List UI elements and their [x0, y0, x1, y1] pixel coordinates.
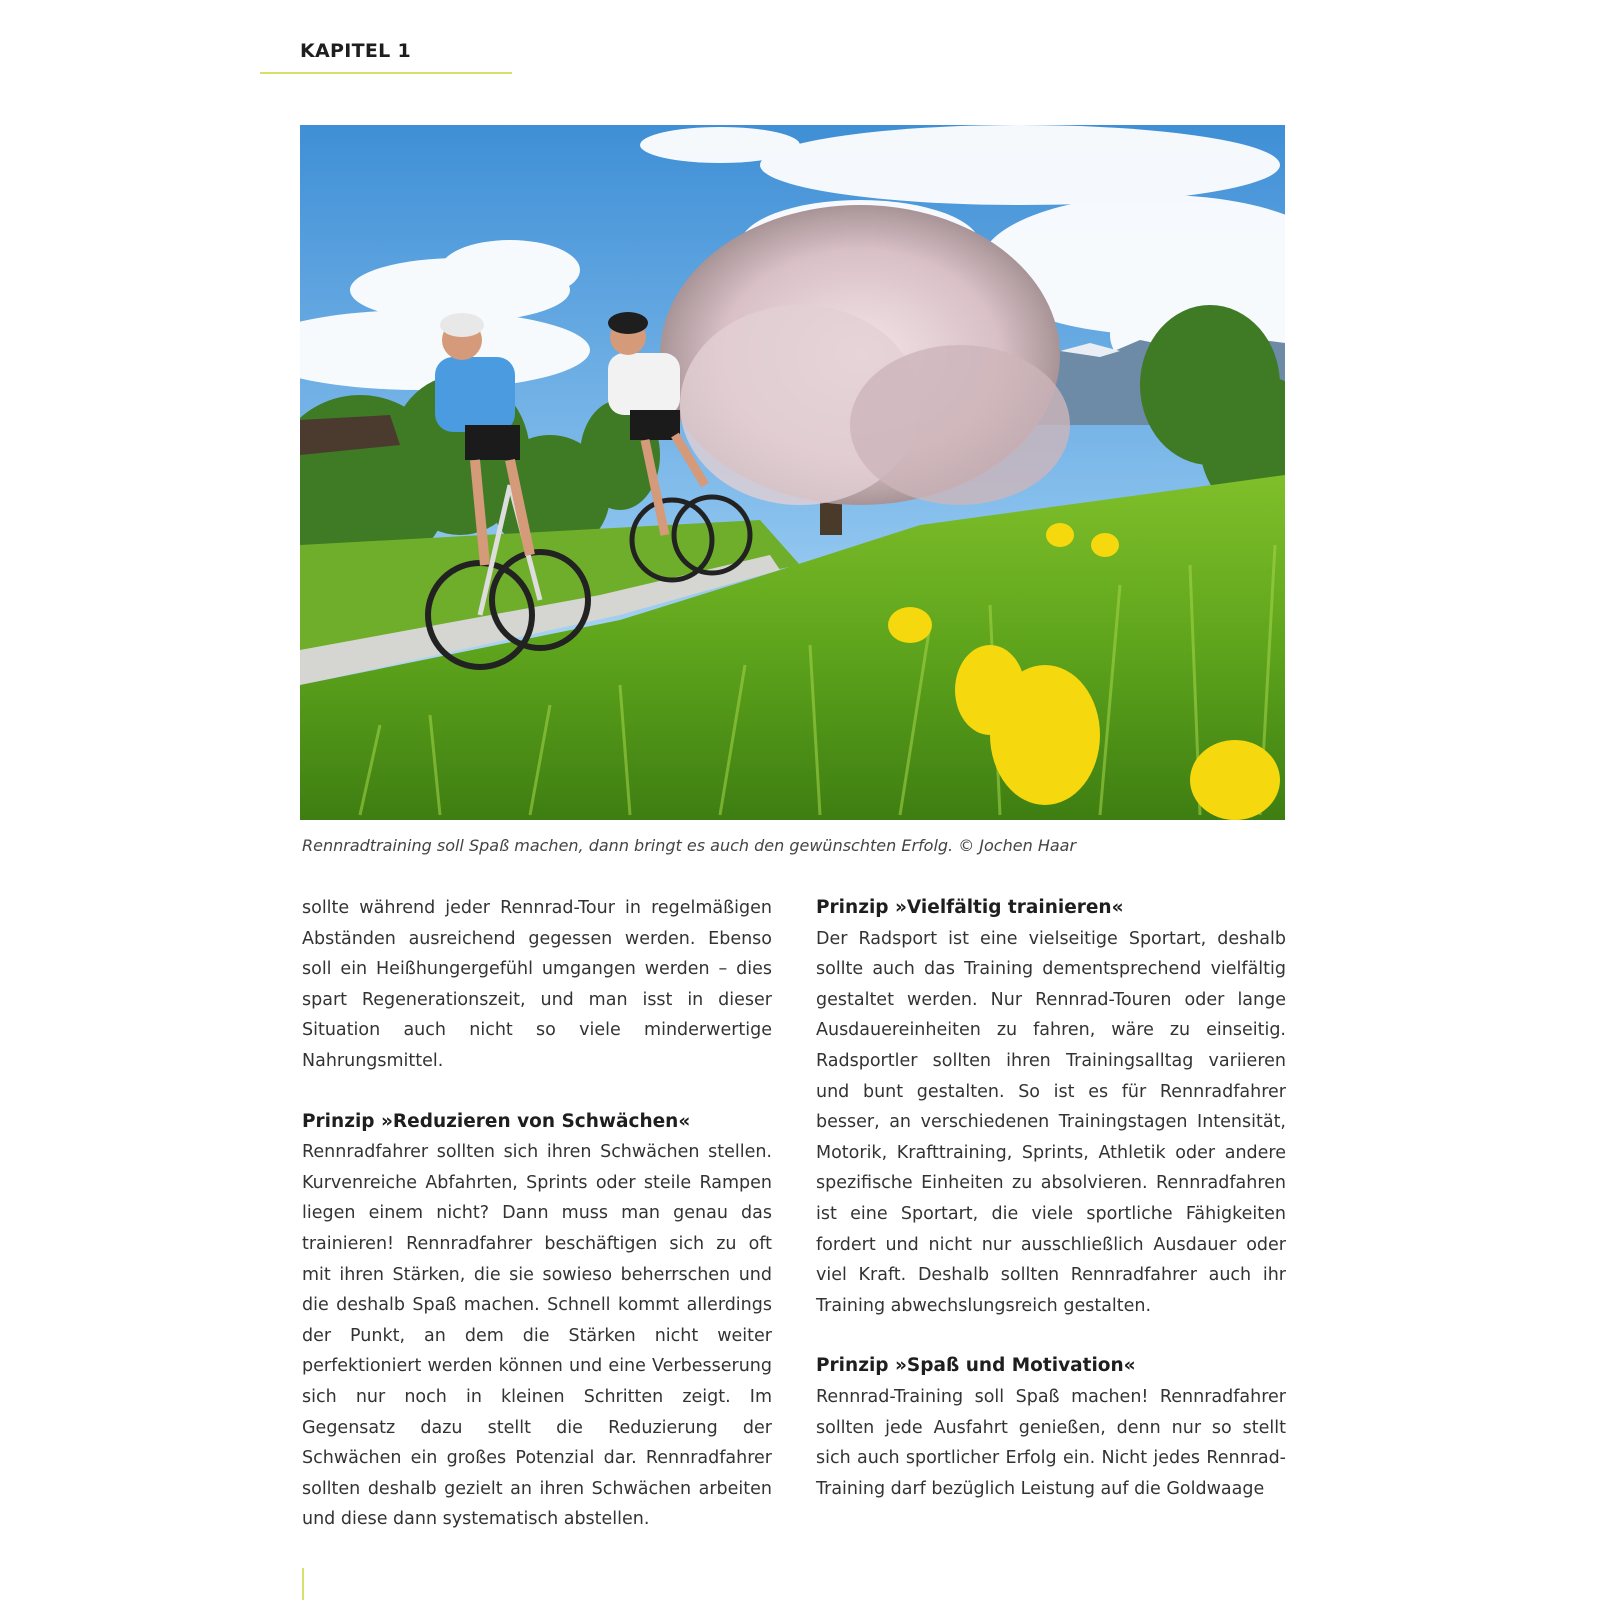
section-heading-fun: Prinzip »Spaß und Motivation« — [816, 1355, 1136, 1377]
intro-paragraph: sollte während jeder Rennrad-Tour in regelmäßigen Abständen ausreichend gegessen werden. Ebenso soll ein Heißhungergefühl umgangen werden – dies spart Regenerationszeit, und man isst in dieser Situation auch nicht so viele minderwertige Nahrungsmittel. — [302, 898, 772, 1071]
right-column — [816, 893, 1286, 1504]
section-heading-weaknesses: Prinzip »Reduzieren von Schwächen« — [302, 1110, 691, 1132]
section-text-variety: Der Radsport ist eine vielseitige Sportart, deshalb sollte auch das Training dementsprechend vielfältig gestaltet werden. Nur Rennrad-Touren oder lange Ausdauereinheiten zu fahren, wäre zu einseitig. Radsportler sollten ihren Trainingsalltag variieren und bunt gestalten. So ist es für Rennradfahrer besser, an verschiedenen Trainingstagen Intensität, Motorik, Krafttraining, Sprints, Athletik oder andere spezifische Einheiten zu absolvieren. Rennradfahren ist eine Sportart, die viele sportliche Fähigkeiten fordert und nicht nur ausschließlich Ausdauer oder viel Kraft. Deshalb sollten Rennradfahrer auch ihr Training abwechslungsreich gestalten. — [816, 928, 1286, 1316]
chapter-underline — [260, 72, 512, 74]
section-text-weaknesses: Rennradfahrer sollten sich ihren Schwächen stellen. Kurvenreiche Abfahrten, Sprints oder steile Rampen liegen einem nicht? Dann muss man genau das trainieren! Rennradfahrer beschäftigen sich zu oft mit ihren Stärken, die sie sowieso beherrschen und die deshalb Spaß machen. Schnell kommt allerdings der Punkt, an dem die Stärken nicht weiter perfektioniert werden können und eine Verbesserung sich nur noch in kleinen Schritten zeigt. Im Gegensatz dazu stellt die Reduzierung der Schwächen ein großes Potenzial dar. Rennradfahrer sollten deshalb gezielt an ihren Schwächen arbeiten und diese dann systematisch abstellen. — [302, 1142, 772, 1530]
cyclists-photo — [300, 125, 1285, 820]
photo-illustration — [300, 125, 1285, 820]
photo-caption: Rennradtraining soll Spaß machen, dann bringt es auch den gewünschten Erfolg. © Jochen Haar — [302, 836, 1077, 855]
left-column — [302, 893, 772, 1535]
page-number-rule — [302, 1568, 304, 1600]
section-text-fun: Rennrad-Training soll Spaß machen! Rennradfahrer sollten jede Ausfahrt genießen, denn nur so stellt sich auch sportlicher Erfolg ein. Nicht jedes Rennrad-Training darf bezüglich Leistung auf die Goldwaage — [816, 1386, 1286, 1499]
chapter-label: KAPITEL 1 — [300, 40, 412, 62]
section-heading-variety: Prinzip »Vielfältig trainieren« — [816, 897, 1124, 918]
